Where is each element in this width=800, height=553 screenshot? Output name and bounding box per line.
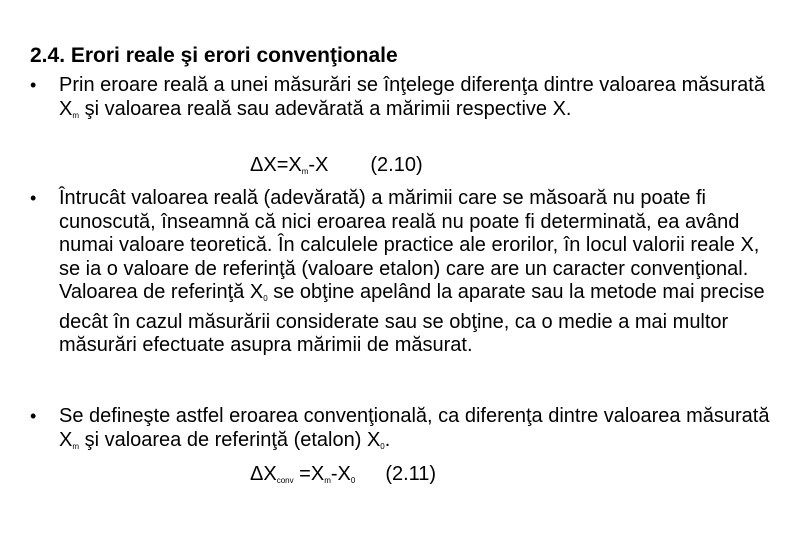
- formula-rhs: -X: [308, 154, 329, 176]
- bullet-dot-icon: •: [30, 75, 37, 95]
- bullet-real-error: [30, 74, 775, 127]
- section-title: 2.4. Erori reale şi erori convenţionale: [30, 44, 398, 67]
- bullet-text: [59, 74, 775, 127]
- equation-number: (2.11): [385, 463, 437, 485]
- formula-mid: =X: [293, 463, 325, 485]
- formula-2-10: [250, 153, 423, 184]
- text-segment: se obţine apelând la aparate sau la metode mai precise decât în cazul măsurării considerate sau se obţine, ca o medie a mai multor măsurări efectuate asupra mărimii de măsurat.: [59, 281, 765, 356]
- formula-lhs: ΔX: [250, 463, 277, 485]
- text-segment: Se defineşte astfel eroarea convenţională, ca diferenţa dintre valoarea măsurată X: [59, 405, 770, 451]
- subscript: m: [301, 167, 309, 176]
- text-segment: şi valoarea de referinţă (etalon) X: [79, 428, 381, 451]
- text-segment: .: [384, 428, 391, 451]
- text-segment: Prin eroare reală a unei măsurări se înţelege diferenţa dintre valoarea măsurată X: [59, 74, 765, 120]
- subscript: m: [324, 476, 331, 485]
- subscript: m: [72, 441, 80, 451]
- text-segment: şi valoarea reală sau adevărată a mărimii respective X.: [79, 97, 572, 120]
- formula-lhs: ΔX=X: [250, 154, 302, 176]
- formula-rhs: -X: [330, 463, 351, 485]
- bullet-dot-icon: •: [30, 188, 37, 208]
- subscript: m: [72, 110, 80, 120]
- subscript: 0: [380, 441, 385, 451]
- subscript: 0: [263, 294, 268, 303]
- bullet-conventional-error: [30, 405, 775, 458]
- bullet-text: [59, 405, 775, 458]
- bullet-dot-icon: •: [30, 406, 37, 426]
- subscript: conv: [276, 476, 294, 485]
- subscript: 0: [350, 476, 356, 485]
- text-segment: Întrucât valoarea reală (adevărată) a mărimii care se măsoară nu poate fi cunoscută, înseamnă că nici eroarea reală nu poate fi determinată, ea având numai valoare teoretică. În calculele practice ale erorilor, în locul valorii reale X, se ia o valoare de referinţă (valoare etalon) care are un caracter convenţional. Valoarea de referinţă X: [59, 187, 760, 303]
- bullet-reference-value: [30, 187, 775, 358]
- formula-2-11: [250, 462, 436, 493]
- bullet-text: [59, 187, 775, 358]
- equation-number: (2.10): [370, 154, 423, 176]
